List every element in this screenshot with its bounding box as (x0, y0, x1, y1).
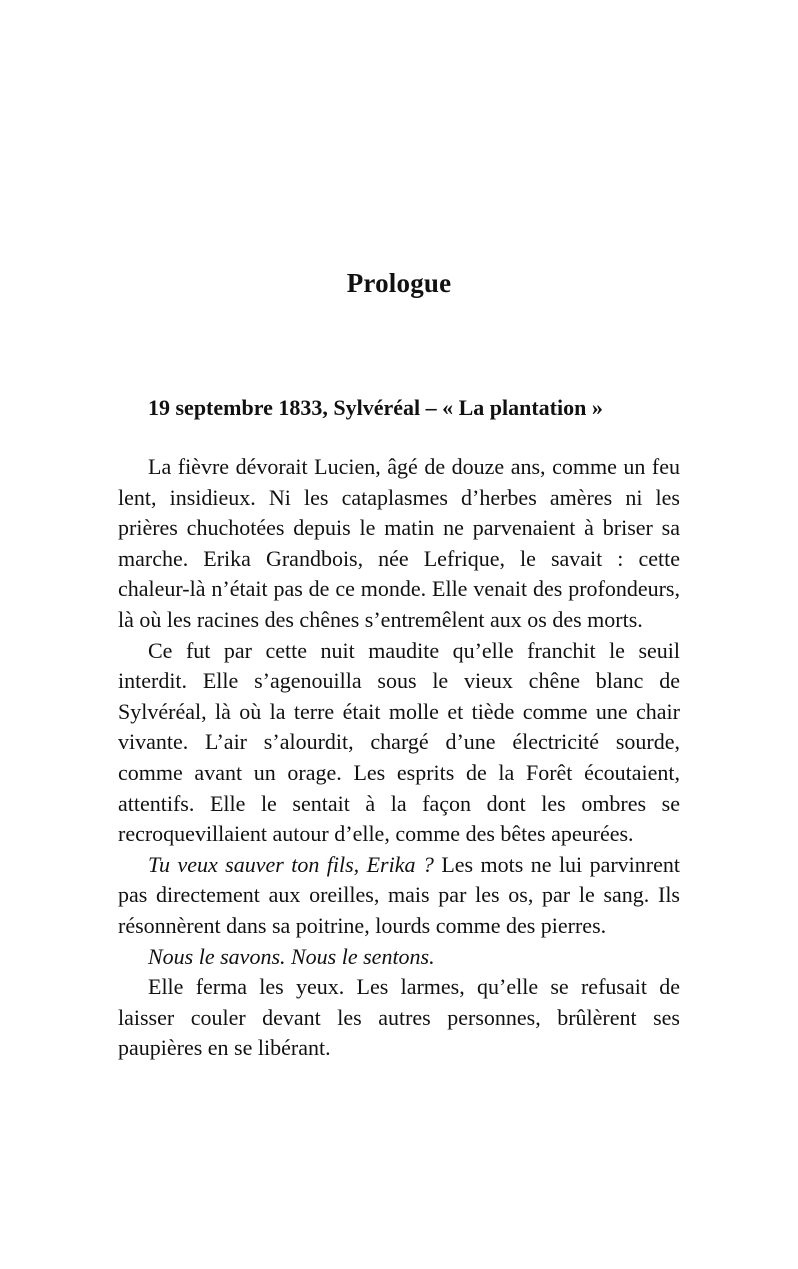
paragraph-4-italic: Nous le savons. Nous le sentons. (148, 943, 435, 969)
paragraph-5: Elle ferma les yeux. Les larmes, qu’elle se refusait de laisser couler devant les autres personnes, brûlèrent ses paupières en se libérant. (118, 974, 680, 1061)
paragraph-3 (118, 850, 680, 942)
italic-voice-line: Tu veux sauver ton fils, Erika ? (148, 851, 434, 877)
paragraph-1: La fièvre dévorait Lucien, âgé de douze ans, comme un feu lent, insidieux. Ni les cataplasmes d’herbes amères ni les prières chuchotées depuis le matin ne parvenaient à briser sa marche. Erika Grandbois, née Lefrique, le savait : cette chaleur-là n’était pas de ce monde. Elle venait des profondeurs, là où les racines des chênes s’entremêlent aux os des morts. (118, 454, 680, 632)
body-text (118, 452, 680, 1064)
paragraph-3-text: Les mots ne lui parvinrent pas directement aux oreilles, mais par les os, par le sang. Ils résonnèrent dans sa poitrine, lourds comme des pierres. (118, 851, 680, 938)
paragraph-2: Ce fut par cette nuit maudite qu’elle franchit le seuil interdit. Elle s’agenouilla sous le vieux chêne blanc de Sylvéréal, là où la terre était molle et tiède comme une chair vivante. L’air s’alourdit, chargé d’une électricité sourde, comme avant un orage. Les esprits de la Forêt écoutaient, attentifs. Elle le sentait à la façon dont les ombres se recroquevillaient autour d’elle, comme des bêtes apeurées. (118, 637, 680, 847)
chapter-title: Prologue (346, 268, 452, 298)
section-heading: 19 septembre 1833, Sylvéréal – « La plantation » (148, 395, 603, 420)
